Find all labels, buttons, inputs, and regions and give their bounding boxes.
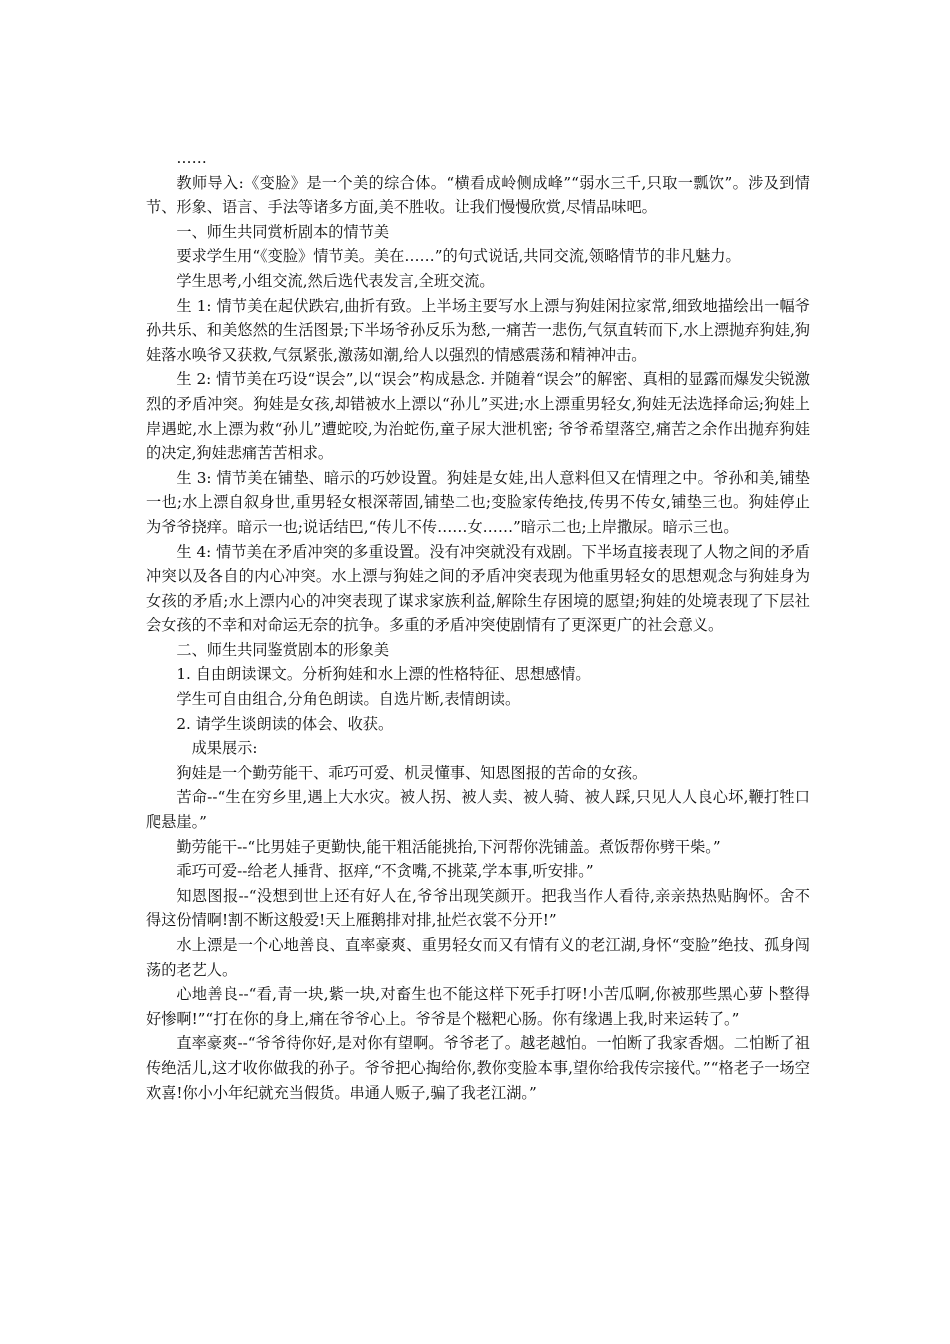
document-body <box>146 146 810 1105</box>
paragraph-student-3: 生 3: 情节美在铺垫、暗示的巧妙设置。狗娃是女娃,出人意料但又在情理之中。爷孙和美,铺垫一也;水上漂自叙身世,重男轻女根深蒂固,铺垫二也;变脸家传绝技,传男不传女,铺垫三也。狗娃停止为爷爷挠痒。暗示一也;说话结巴,“传儿不传……女……”暗示二也;上岸撒尿。暗示三也。 <box>146 468 810 536</box>
paragraph-reading-groups: 学生可自由组合,分角色朗读。自选片断,表情朗读。 <box>176 690 521 709</box>
paragraph-student-4: 生 4: 情节美在矛盾冲突的多重设置。没有冲突就没有戏剧。下半场直接表现了人物之间的矛盾冲突以及各自的内心冲突。水上漂与狗娃之间的矛盾冲突表现为他重男轻女的思想观念与狗娃身为女孩的矛盾;水上漂内心的冲突表现了谋求家族利益,解除生存困境的愿望;狗娃的处境表现了下层社会女孩的不幸和对命运无奈的抗争。多重的矛盾冲突使剧情有了更深更广的社会意义。 <box>146 542 810 635</box>
section-heading-plot: 一、师生共同赏析剧本的情节美 <box>176 222 390 241</box>
paragraph-xindi: 心地善良--“看,青一块,紫一块,对畜生也不能这样下死手打呀!小苦瓜啊,你被那些黑心萝卜整得好惨啊!”“打在你的身上,痛在爷爷心上。爷爷是个糍粑心肠。你有缘遇上我,时来运转了。” <box>146 985 810 1028</box>
paragraph-step-1: 1. 自由朗读课文。分析狗娃和水上漂的性格特征、思想感情。 <box>176 665 591 684</box>
paragraph-zhien: 知恩图报--“没想到世上还有好人在,爷爷出现笑颜开。把我当作人看待,亲亲热热贴胸怀。舍不得这份情啊!割不断这般爱!天上雁鹅排对排,扯烂衣裳不分开!” <box>146 886 810 930</box>
paragraph-teacher-intro: 教师导入:《变脸》是一个美的综合体。“横看成岭侧成峰”“弱水三千,只取一瓢饮”。涉及到情节、形象、语言、手法等诸多方面,美不胜收。让我们慢慢欣赏,尽情品味吧。 <box>146 173 810 217</box>
paragraph-kuming: 苦命--“生在穷乡里,遇上大水灾。被人拐、被人卖、被人骑、被人踩,只见人人良心坏,鞭打牲口爬悬崖。” <box>146 788 810 832</box>
paragraph-student-2: 生 2: 情节美在巧设“误会”,以“误会”构成悬念. 并随着“误会”的解密、真相的显露而爆发尖锐激烈的矛盾冲突。狗娃是女孩,却错被水上漂以“孙儿”买进;水上漂重男轻女,狗娃无法选择命运;狗娃上岸遇蛇,水上漂为救“孙儿”遭蛇咬,为治蛇伤,童子尿大泄机密; 爷爷希望落空,痛苦之余作出抛弃狗娃的决定,狗娃悲痛苦苦相求。 <box>146 370 810 463</box>
paragraph-requirement: 要求学生用“《变脸》情节美。美在……”的句式说话,共同交流,领略情节的非凡魅力。 <box>176 247 741 266</box>
paragraph-shuishangpiao-summary: 水上漂是一个心地善良、直率豪爽、重男轻女而又有情有义的老江湖,身怀“变脸”绝技、孤身闯荡的老艺人。 <box>146 936 810 979</box>
paragraph-gouwa-summary: 狗娃是一个勤劳能干、乖巧可爱、机灵懂事、知恩图报的苦命的女孩。 <box>176 763 648 782</box>
ellipsis-line: …… <box>176 149 207 167</box>
section-heading-character: 二、师生共同鉴赏剧本的形象美 <box>176 640 390 659</box>
paragraph-results-label: 成果展示: <box>191 739 258 758</box>
paragraph-step-2: 2. 请学生谈朗读的体会、收获。 <box>176 714 394 733</box>
paragraph-qinlao: 勤劳能干--“比男娃子更勤快,能干粗活能挑抬,下河帮你洗铺盖。煮饭帮你劈干柴。” <box>176 837 721 856</box>
paragraph-guaiqiao: 乖巧可爱--给老人捶背、抠痒,“不贪嘴,不挑菜,学本事,听安排。” <box>176 862 594 881</box>
paragraph-student-1: 生 1: 情节美在起伏跌宕,曲折有致。上半场主要写水上漂与狗娃闲拉家常,细致地描绘出一幅爷孙共乐、和美悠然的生活图景;下半场爷孙反乐为愁,一痛苦一悲伤,气氛直转而下,水上漂抛弃狗娃,狗娃落水唤爷又获救,气氛紧张,激荡如潮,给人以强烈的情感震荡和精神冲击。 <box>146 296 810 364</box>
paragraph-student-discussion: 学生思考,小组交流,然后选代表发言,全班交流。 <box>176 271 495 290</box>
paragraph-zhishuai: 直率豪爽--“爷爷待你好,是对你有望啊。爷爷老了。越老越怕。一怕断了我家香烟。二怕断了祖传绝活儿,这才收你做我的孙子。爷爷把心掏给你,教你变脸本事,望你给我传宗接代。”“格老子一场空欢喜!你小小年纪就充当假货。串通人贩子,骗了我老江湖。” <box>146 1034 810 1102</box>
